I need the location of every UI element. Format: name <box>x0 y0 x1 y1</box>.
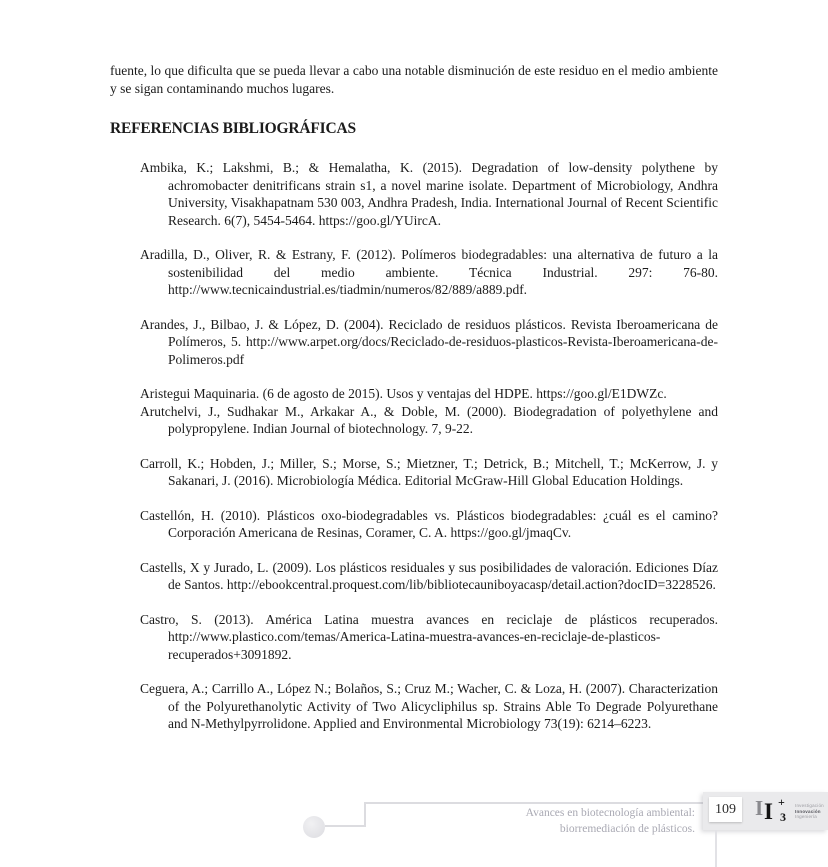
footer-band <box>703 792 828 830</box>
reference-entry: Castells, X y Jurado, L. (2009). Los plásticos residuales y sus posibilidades de valoración. Ediciones Díaz de Santos. http://ebookcentral.proquest.com/lib/bibliotecauniboyacasp/detail.action?docID=3228526. <box>140 559 718 592</box>
logo-letter-i1: I <box>755 796 764 820</box>
footer-book-title-line1: Avances en biotecnología ambiental: <box>525 807 695 819</box>
logo-letter-i2: I <box>764 799 773 824</box>
institution-logo <box>755 794 827 828</box>
logo-tagline-line1: Investigación <box>795 803 824 808</box>
footer-ornament-line-horizontal-lower <box>325 825 366 827</box>
reference-entry: Ambika, K.; Lakshmi, B.; & Hemalatha, K. (2015). Degradation of low-density polythene by achromobacter denitrificans strain s1, a novel marine isolate. Department of Microbiology, Andhra University, Visakhapatnam 530 003, Andhra Pradesh, India. International Journal of Recent Scientific Research. 6(7), 5454-5464. https://goo.gl/YUircA. <box>140 160 718 228</box>
page-content <box>110 62 718 733</box>
reference-entry: Arandes, J., Bilbao, J. & López, D. (2004). Reciclado de residuos plásticos. Revista Iberoamericana de Polímeros, 5. http://www.arpet.org/docs/Reciclado-de-residuos-plasticos-Revista-Iberoamericana-de-Polimeros.pdf <box>140 316 718 367</box>
footer-ornament-line-descending <box>715 830 717 867</box>
references-list <box>140 159 718 733</box>
reference-entry: Aradilla, D., Oliver, R. & Estrany, F. (2012). Polímeros biodegradables: una alternativa de futuro a la sostenibilidad del medio ambiente. Técnica Industrial. 297: 76-80. http://www.tecnicaindustrial.es/tiadmin/numeros/82/889/a889.pdf. <box>140 247 718 297</box>
reference-entry: Aristegui Maquinaria. (6 de agosto de 2015). Usos y ventajas del HDPE. https://goo.gl/E1DWZc. <box>140 386 667 401</box>
section-heading: REFERENCIAS BIBLIOGRÁFICAS <box>110 120 356 137</box>
reference-entry: Castellón, H. (2010). Plásticos oxo-biodegradables vs. Plásticos biodegradables: ¿cuál es el camino? Corporación Americana de Resinas, Coramer, C. A. https://goo.gl/jmaqCv. <box>140 507 718 540</box>
reference-entry: Ceguera, A.; Carrillo A., López N.; Bolaños, S.; Cruz M.; Wacher, C. & Loza, H. (2007). Characterization of the Polyurethanolytic Activity of Two Alicycliphilus sp. Strains Able To Degrade Polyurethane and N-Methylpyrrolidone. Applied and Environmental Microbiology 73(19): 6214–6223. <box>140 681 718 731</box>
reference-entry: Castro, S. (2013). América Latina muestra avances en reciclaje de plásticos recuperados. http://www.plastico.com/temas/America-Latina-muestra-avances-en-reciclaje-de-plasticos-recuperados+3091892. <box>140 611 718 662</box>
logo-tagline-line2: Innovación <box>795 808 821 814</box>
logo-subscript-3: 3 <box>780 810 786 824</box>
intro-paragraph: fuente, lo que dificulta que se pueda llevar a cabo una notable disminución de este residuo en el medio ambiente y se sigan contaminando muchos lugares. <box>110 63 718 96</box>
logo-tagline-line3: Ingeniería <box>795 814 818 819</box>
page-number: 109 <box>709 797 742 822</box>
reference-entry: Arutchelvi, J., Sudhakar M., Arkakar A., & Doble, M. (2000). Biodegradation of polyethylene and polypropylene. Indian Journal of biotechnology. 7, 9-22. <box>140 403 718 436</box>
footer-book-title-line2: biorremediación de plásticos. <box>559 823 695 835</box>
footer-ornament-line-horizontal-upper <box>364 802 704 804</box>
footer-ornament-line-vertical <box>364 802 366 827</box>
logo-tagline <box>795 803 824 820</box>
footer-book-title <box>526 805 695 837</box>
logo-plus-sign: + <box>778 795 785 809</box>
reference-entry: Carroll, K.; Hobden, J.; Miller, S.; Morse, S.; Mietzner, T.; Detrick, B.; Mitchell, T.; McKerrow, J. y Sakanari, J. (2016). Microbiología Médica. Editorial McGraw-Hill Global Education Holdings. <box>140 455 718 488</box>
footer-ornament-circle <box>303 816 325 838</box>
